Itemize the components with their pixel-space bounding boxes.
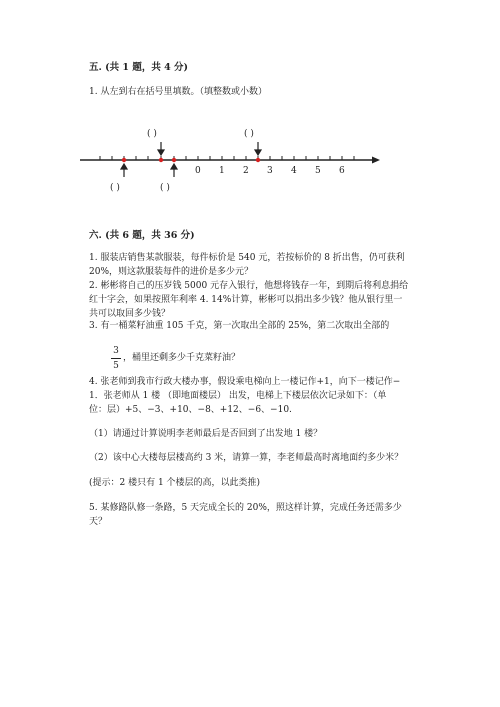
section-6-heading: 六. (共 6 题，共 36 分) <box>89 230 195 241</box>
question-6-2-line-2: 红十字会，如果按照年利率 4. 14%计算，彬彬可以捐出多少钱？他从银行里一 <box>89 295 403 305</box>
tick-label-1: 1 <box>219 166 225 176</box>
fraction-numerator: 3 <box>113 346 119 356</box>
question-6-3-line-1: 3. 有一桶菜籽油重 105 千克，第一次取出全部的 25%，第二次取出全部的 <box>89 321 390 331</box>
tick-label-5: 5 <box>315 166 321 176</box>
question-5-1-text: 1. 从左到右在括号里填数。（填整数或小数） <box>89 87 267 97</box>
fraction-bar <box>111 358 121 359</box>
question-6-5-line-2: 天？ <box>89 517 108 527</box>
tick-label-6: 6 <box>339 166 345 176</box>
question-6-4-sub-1: （1）请通过计算说明李老师最后是否回到了出发地 1 楼？ <box>89 429 323 439</box>
tick-label-0: 0 <box>195 166 201 176</box>
blank-paren-bottom-1: ( ) <box>110 183 120 193</box>
point-a <box>122 158 126 162</box>
question-6-4-hint: (提示：2 楼只有 1 个楼层的高，以此类推) <box>89 478 261 488</box>
question-6-4-line-3: 位：层）+5、−3、+10、−8、+12、−6、−10. <box>89 405 292 415</box>
question-6-4-line-1: 4. 张老师到我市行政大楼办事，假设乘电梯向上一楼记作+1，向下一楼记作− <box>89 377 401 387</box>
point-d <box>256 158 260 162</box>
question-6-4-line-2: 1．张老师从 1 楼 （即地面楼层） 出发，电梯上下楼层依次记录如下：（单 <box>89 391 387 401</box>
blank-paren-top-1: ( ) <box>147 129 157 139</box>
question-6-4-sub-2: （2）该中心大楼每层楼高约 3 米，请算一算，李老师最高时离地面约多少米？ <box>89 453 404 463</box>
question-6-2-line-1: 2. 彬彬将自己的压岁钱 5000 元存入银行，他想将钱存一年，到期后将利息捐给 <box>89 281 409 291</box>
blank-paren-bottom-2: ( ) <box>160 183 170 193</box>
tick-label-3: 3 <box>267 166 273 176</box>
blank-paren-top-2: ( ) <box>244 129 254 139</box>
section-5-heading: 五. (共 1 题，共 4 分) <box>89 62 189 73</box>
fraction-denominator: 5 <box>113 361 119 371</box>
point-c <box>172 158 176 162</box>
question-6-3-line-2: ，桶里还剩多少千克菜籽油？ <box>123 353 241 363</box>
question-6-1-line-1: 1. 服装店销售某款服装，每件标价是 540 元，若按标价的 8 折出售，仍可获利 <box>89 253 405 263</box>
question-6-2-line-3: 共可以取回多少钱？ <box>89 309 171 319</box>
tick-label-4: 4 <box>291 166 297 176</box>
question-6-5-line-1: 5. 某修路队修一条路，5 天完成全长的 20%，照这样计算，完成任务还需多少 <box>89 503 402 513</box>
tick-label-2: 2 <box>243 166 249 176</box>
question-6-1-line-2: 20%，则这款服装每件的进价是多少元？ <box>89 267 254 277</box>
number-line-arrowhead <box>372 157 380 164</box>
point-b <box>159 158 163 162</box>
